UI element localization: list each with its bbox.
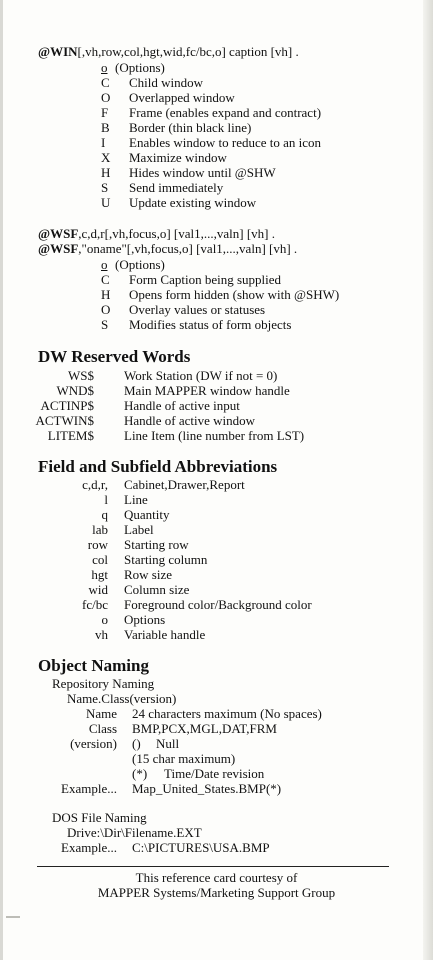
win-option-code: U bbox=[101, 195, 111, 210]
win-option-code: B bbox=[101, 120, 110, 135]
abbreviation: q bbox=[101, 507, 108, 522]
footer-rule bbox=[37, 866, 389, 867]
win-option-code: H bbox=[101, 165, 111, 180]
abbreviation: hgt bbox=[91, 567, 108, 582]
win-syntax-args: [,vh,row,col,hgt,wid,fc/bc,o] caption [vh] . bbox=[77, 44, 299, 59]
win-option-desc: Update existing window bbox=[129, 195, 257, 210]
wsf-command: @WSF bbox=[38, 226, 79, 241]
dos-name-format: Drive:\Dir\Filename.EXT bbox=[67, 825, 202, 840]
reserved-word: ACTWIN$ bbox=[35, 413, 94, 428]
win-option-desc: Enables window to reduce to an icon bbox=[129, 135, 322, 150]
wsf-option-code: H bbox=[101, 287, 111, 302]
dos-example-value: C:\PICTURES\USA.BMP bbox=[132, 840, 270, 855]
win-option-desc: Maximize window bbox=[129, 150, 227, 165]
reserved-word-desc: Line Item (line number from LST) bbox=[124, 428, 305, 443]
win-option-code: S bbox=[101, 180, 109, 195]
abbreviation-desc: Line bbox=[124, 492, 148, 507]
wsf-syntax-1 bbox=[38, 226, 275, 241]
reserved-word: LITEM$ bbox=[47, 428, 94, 443]
wsf-option-desc: Modifies status of form objects bbox=[129, 317, 292, 332]
version-max-note: (15 char maximum) bbox=[132, 751, 236, 766]
abbreviation: fc/bc bbox=[82, 597, 108, 612]
abbreviation: o bbox=[101, 612, 108, 627]
scan-mark bbox=[6, 916, 20, 918]
wsf-options-label: (Options) bbox=[115, 257, 165, 272]
reserved-word-desc: Main MAPPER window handle bbox=[124, 383, 290, 398]
naming-key: Example... bbox=[61, 781, 117, 796]
wsf-syntax-2 bbox=[38, 241, 297, 256]
win-option-code: I bbox=[101, 135, 106, 150]
abbreviation-desc: Label bbox=[124, 522, 154, 537]
win-option-code: O bbox=[101, 90, 111, 105]
win-option-desc: Hides window until @SHW bbox=[129, 165, 276, 180]
wsf-options-letter: o bbox=[101, 257, 108, 272]
repository-name-format: Name.Class(version) bbox=[67, 691, 177, 706]
win-option-desc: Border (thin black line) bbox=[129, 120, 252, 135]
win-option-desc: Frame (enables expand and contract) bbox=[129, 105, 322, 120]
wsf-syntax-args: ,"oname"[,vh,focus,o] [val1,...,valn] [vh] . bbox=[78, 241, 298, 256]
naming-value: 24 characters maximum (No spaces) bbox=[132, 706, 322, 721]
wsf-option-code: C bbox=[101, 272, 110, 287]
win-options-letter: o bbox=[101, 60, 108, 75]
wsf-option-desc: Overlay values or statuses bbox=[129, 302, 266, 317]
reserved-words-heading: DW Reserved Words bbox=[38, 347, 191, 366]
reserved-word: ACTINP$ bbox=[40, 398, 94, 413]
naming-example-value: Map_United_States.BMP(*) bbox=[132, 781, 282, 796]
win-option-desc: Send immediately bbox=[129, 180, 224, 195]
abbreviation: vh bbox=[95, 627, 108, 642]
reserved-word-desc: Handle of active input bbox=[124, 398, 240, 413]
naming-key: Name bbox=[85, 706, 117, 721]
win-option-code: F bbox=[101, 105, 109, 120]
wsf-syntax-args: ,c,d,r[,vh,focus,o] [val1,...,valn] [vh] . bbox=[78, 226, 276, 241]
win-option-code: X bbox=[101, 150, 111, 165]
abbreviation: c,d,r, bbox=[82, 477, 108, 492]
abbreviation: row bbox=[87, 537, 108, 552]
abbreviation-desc: Foreground color/Background color bbox=[124, 597, 312, 612]
win-options-label: (Options) bbox=[115, 60, 165, 75]
wsf-option-code: S bbox=[101, 317, 109, 332]
naming-value: BMP,PCX,MGL,DAT,FRM bbox=[132, 721, 277, 736]
wsf-option-desc: Opens form hidden (show with @SHW) bbox=[129, 287, 340, 302]
abbreviation-desc: Variable handle bbox=[124, 627, 206, 642]
reserved-word-desc: Work Station (DW if not = 0) bbox=[124, 368, 278, 383]
win-command: @WIN bbox=[38, 44, 78, 59]
object-naming-heading: Object Naming bbox=[38, 656, 149, 675]
wsf-option-desc: Form Caption being supplied bbox=[129, 272, 282, 287]
win-option-desc: Overlapped window bbox=[129, 90, 235, 105]
abbreviation-desc: Cabinet,Drawer,Report bbox=[124, 477, 245, 492]
abbreviation: col bbox=[92, 552, 108, 567]
reserved-word: WS$ bbox=[68, 368, 94, 383]
revision-symbol: (*) bbox=[132, 766, 148, 781]
win-option-desc: Child window bbox=[129, 75, 204, 90]
footer-line-2: MAPPER Systems/Marketing Support Group bbox=[97, 885, 336, 900]
repository-naming-label: Repository Naming bbox=[52, 676, 155, 691]
naming-key: Class bbox=[88, 721, 117, 736]
abbreviation-desc: Column size bbox=[124, 582, 190, 597]
wsf-option-code: O bbox=[101, 302, 111, 317]
scan-edge-right bbox=[423, 0, 433, 960]
wsf-command: @WSF bbox=[38, 241, 79, 256]
revision-label: Time/Date revision bbox=[164, 766, 265, 781]
dos-example-key: Example... bbox=[61, 840, 117, 855]
win-syntax bbox=[38, 44, 299, 59]
abbreviation-desc: Starting column bbox=[124, 552, 208, 567]
abbreviation-desc: Row size bbox=[124, 567, 173, 582]
abbreviations-heading: Field and Subfield Abbreviations bbox=[38, 457, 278, 476]
abbreviation: l bbox=[104, 492, 108, 507]
abbreviation: wid bbox=[88, 582, 108, 597]
null-symbol: () bbox=[132, 736, 141, 751]
abbreviation-desc: Options bbox=[124, 612, 166, 627]
dos-naming-label: DOS File Naming bbox=[52, 810, 147, 825]
abbreviation: lab bbox=[92, 522, 108, 537]
reserved-word-desc: Handle of active window bbox=[124, 413, 256, 428]
abbreviation-desc: Starting row bbox=[124, 537, 189, 552]
abbreviation-desc: Quantity bbox=[124, 507, 170, 522]
naming-key: (version) bbox=[70, 736, 117, 751]
footer-line-1: This reference card courtesy of bbox=[135, 870, 298, 885]
reserved-word: WND$ bbox=[56, 383, 94, 398]
null-label: Null bbox=[156, 736, 180, 751]
win-option-code: C bbox=[101, 75, 110, 90]
